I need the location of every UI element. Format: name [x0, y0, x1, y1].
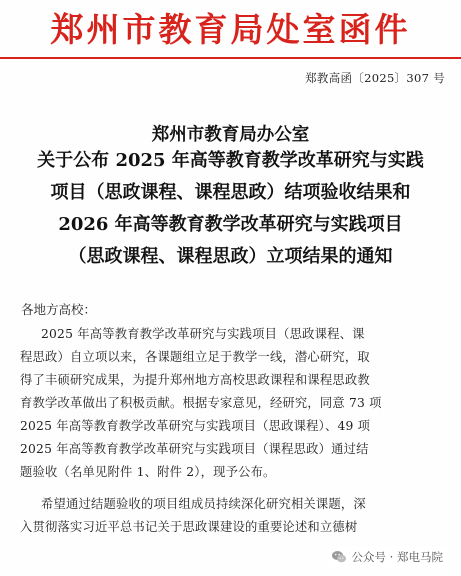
- notice-title-line-1: 郑州市教育局办公室: [151, 125, 310, 145]
- org-header-title: 郑州市教育局处室函件: [50, 10, 411, 49]
- body-line: 2025 年高等教育教学改革研究与实践项目（思政课程）、49 项: [20, 419, 371, 433]
- notice-title-line-2: 关于公布 2025 年高等教育教学改革研究与实践: [37, 150, 424, 171]
- body-line: 入贯彻落实习近平总书记关于思政课建设的重要论述和立德树: [20, 520, 358, 534]
- body-line: 题验收（名单见附件 1、附件 2），现予公布。: [20, 465, 276, 479]
- wechat-icon: [331, 549, 347, 565]
- notice-title-line-4: 2026 年高等教育教学改革研究与实践项目: [58, 214, 403, 235]
- body-line: 程思政）自立项以来，各课题组立足于教学一线，潜心研究，取: [20, 350, 370, 364]
- body-line: 希望通过结题验收的项目组成员持续深化研究相关课题，深: [41, 497, 366, 511]
- notice-title-line-3: 项目（思政课程、课程思政）结项验收结果和: [50, 182, 411, 203]
- body-line: 得了丰硕研究成果，为提升郑州地方高校思政课程和课程思政教: [20, 373, 370, 387]
- watermark-text: 公众号 · 郑电马院: [351, 550, 443, 564]
- body-line: 2025 年高等教育教学改革研究与实践项目（课程思政）通过结: [20, 442, 369, 456]
- body-line: 2025 年高等教育教学改革研究与实践项目（思政课程、课: [41, 327, 365, 341]
- wechat-watermark: [327, 546, 447, 568]
- notice-title-line-5: （思政课程、课程思政）立项结果的通知: [68, 246, 393, 267]
- document-number: 郑教高函〔2025〕307 号: [305, 71, 445, 85]
- header-red-rule: [0, 57, 461, 59]
- salutation: 各地方高校：: [21, 302, 97, 317]
- body-line: 育教学改革做出了积极贡献。根据专家意见，经研究，同意 73 项: [20, 396, 382, 410]
